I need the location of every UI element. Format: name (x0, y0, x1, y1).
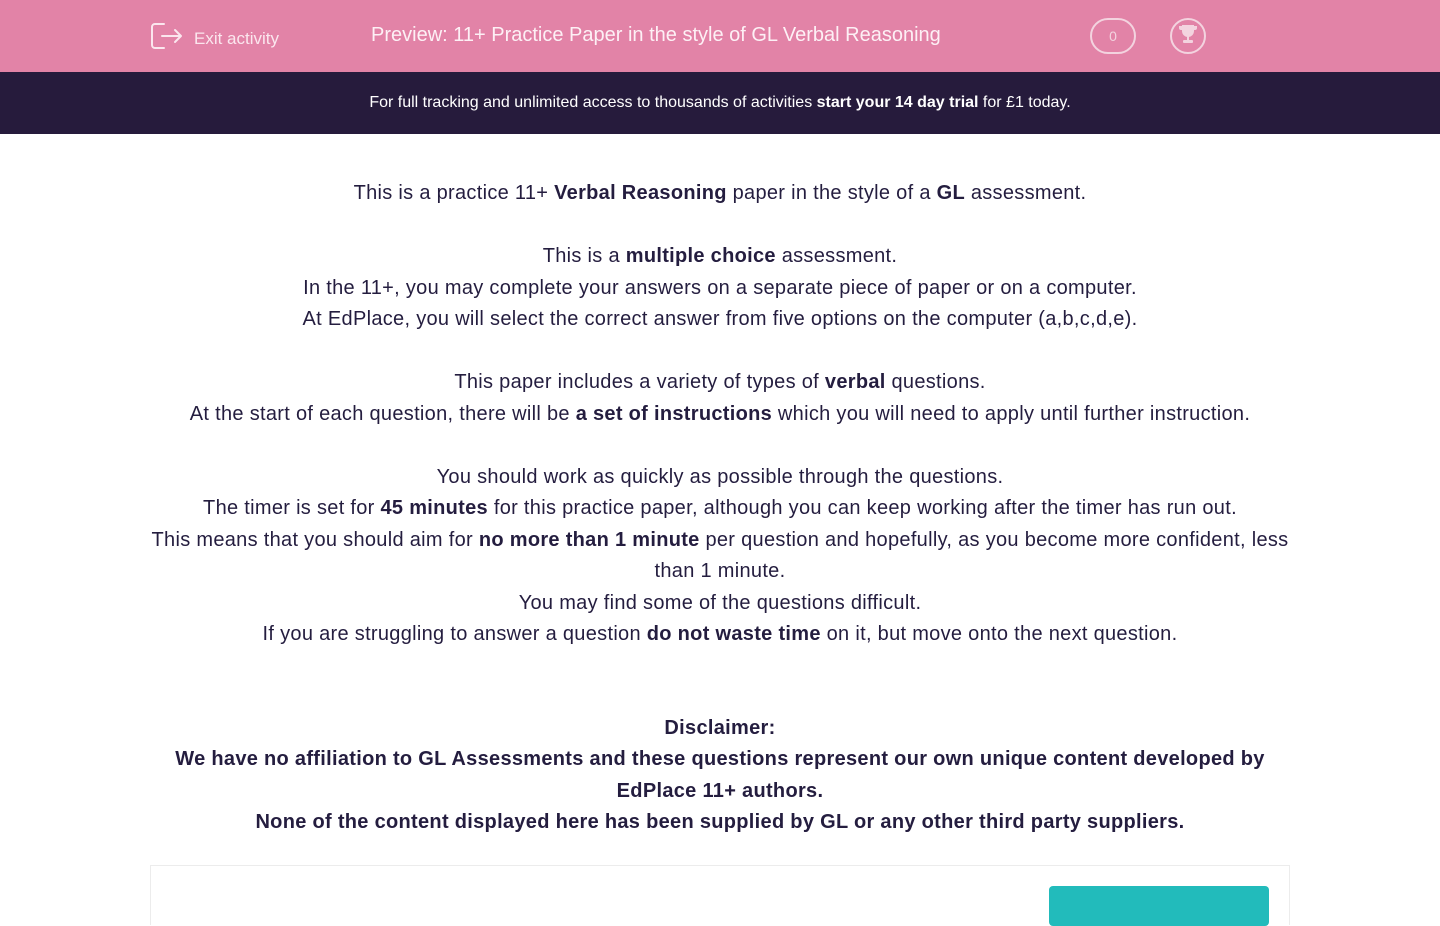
spacer (150, 210, 1290, 242)
bold-text: no more than 1 minute (478, 528, 700, 551)
bold-text: multiple choice (625, 245, 776, 267)
text: If you are struggling to answer a question (262, 623, 647, 645)
start-button[interactable] (1049, 886, 1269, 926)
text: on it, but move onto the next question. (820, 623, 1178, 645)
exit-icon (150, 22, 184, 55)
instruction-line (150, 462, 1290, 494)
instruction-line (150, 619, 1290, 651)
text: You may find some of the questions difficult. (518, 591, 922, 614)
disclaimer-line (150, 713, 1290, 745)
top-bar (0, 0, 1440, 72)
instruction-line (150, 273, 1290, 305)
bold-text: None of the content displayed here has been supplied by GL or any other third party suppliers. (255, 811, 1185, 833)
spacer (150, 430, 1290, 462)
bold-text: do not waste time (646, 623, 821, 645)
text: This is a (542, 245, 626, 267)
text: paper in the style of a (726, 182, 937, 204)
disclaimer-line (150, 807, 1290, 839)
text: for this practice paper, although you can keep working after the timer has run out. (487, 497, 1237, 519)
spacer (150, 336, 1290, 368)
text: This paper includes a variety of types of (454, 371, 825, 393)
banner-text: For full tracking and unlimited access to thousands of activities (369, 94, 817, 111)
bold-text: 45 minutes (380, 497, 488, 519)
page-title: Preview: 11+ Practice Paper in the style of GL Verbal Reasoning (371, 24, 941, 46)
trophy-icon (1177, 23, 1199, 50)
text: assessment. (775, 245, 898, 267)
bold-text: verbal (824, 371, 886, 393)
instruction-line (150, 178, 1290, 210)
instruction-line (150, 241, 1290, 273)
text: which you will need to apply until further instruction. (772, 402, 1251, 425)
instruction-line (150, 399, 1290, 431)
trophy-button[interactable] (1170, 18, 1206, 54)
text: You should work as quickly as possible through the questions. (436, 465, 1004, 488)
text: At EdPlace, you will select the correct answer from five options on the computer (a,b,c,d,e). (302, 308, 1138, 330)
text: This is a practice 11+ (353, 182, 555, 204)
trial-banner (0, 72, 1440, 134)
instruction-line (150, 493, 1290, 525)
disclaimer-line (150, 744, 1290, 807)
score-badge: 0 (1090, 18, 1136, 54)
bold-text: We have no affiliation to GL Assessments and these questions represent our own unique content developed by EdPlace 11+ authors. (175, 748, 1265, 802)
text: questions. (885, 371, 986, 393)
trial-link[interactable]: start your 14 day trial (816, 94, 979, 111)
instruction-line (150, 304, 1290, 336)
exit-label: Exit activity (194, 28, 280, 48)
instruction-line (150, 588, 1290, 620)
spacer (150, 651, 1290, 713)
text: assessment. (964, 182, 1087, 204)
bold-text: a set of instructions (575, 402, 773, 425)
text: This means that you should aim for (151, 528, 479, 551)
bold-text: Disclaimer: (664, 716, 776, 739)
text: per question and hopefully, as you become more confident, less than 1 minute. (654, 528, 1289, 582)
bold-text: Verbal Reasoning (554, 182, 727, 204)
bold-text: GL (936, 182, 965, 204)
text: The timer is set for (203, 497, 381, 519)
banner-text-end: for £1 today. (978, 94, 1071, 111)
instructions (150, 178, 1290, 839)
text: In the 11+, you may complete your answers on a separate piece of paper or on a computer. (303, 276, 1137, 299)
instruction-line (150, 525, 1290, 588)
text: At the start of each question, there will be (189, 402, 576, 425)
instruction-line (150, 367, 1290, 399)
exit-activity-button[interactable] (150, 22, 279, 55)
